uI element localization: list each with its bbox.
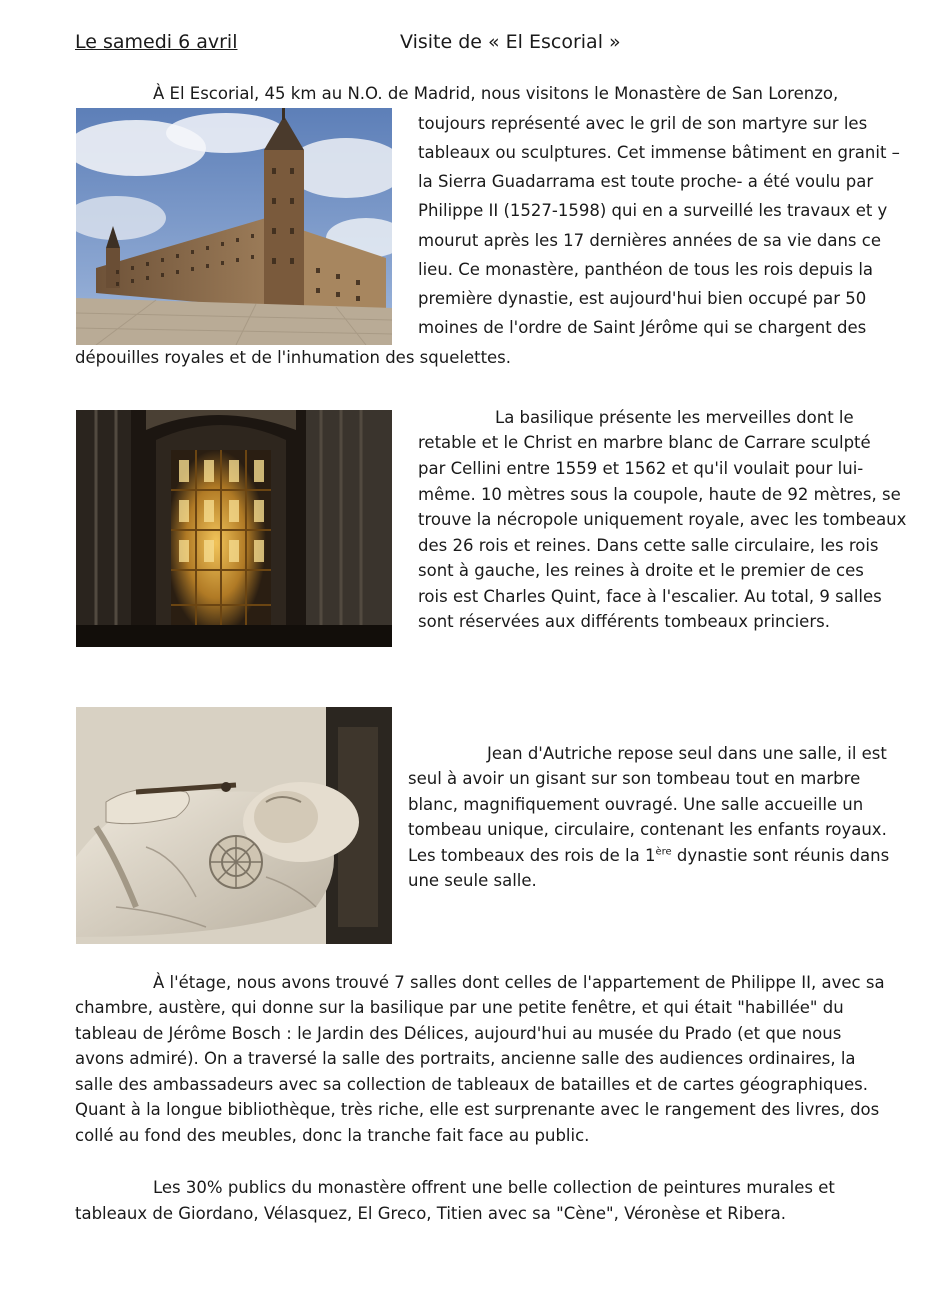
para2-line-5: trouve la nécropole uniquement royale, avec les tombeaux bbox=[418, 510, 907, 529]
para2-line-8: rois est Charles Quint, face à l'escalier. Au total, 9 salles bbox=[418, 587, 882, 606]
marble-tomb-effigy-photo bbox=[76, 707, 392, 944]
para4-line-5: salle des ambassadeurs avec sa collection de tableaux de batailles et de cartes géographiques. bbox=[75, 1075, 868, 1094]
para2-line-9: sont réservées aux différents tombeaux princiers. bbox=[418, 612, 830, 631]
para2-line-3: par Cellini entre 1559 et 1562 et qu'il voulait pour lui- bbox=[418, 459, 864, 478]
para1-line-1: À El Escorial, 45 km au N.O. de Madrid, nous visitons le Monastère de San Lorenzo, bbox=[153, 84, 839, 103]
para4-line-1: À l'étage, nous avons trouvé 7 salles dont celles de l'appartement de Philippe II, avec sa bbox=[153, 973, 885, 992]
monastery-exterior-photo bbox=[76, 108, 392, 345]
para2-line-7: sont à gauche, les reines à droite et le premier de ces bbox=[418, 561, 864, 580]
para5-line-2: tableaux de Giordano, Vélasquez, El Greco, Titien avec sa "Cène", Véronèse et Ribera. bbox=[75, 1204, 787, 1223]
page-date: Le samedi 6 avril bbox=[75, 31, 238, 53]
para2-line-4: même. 10 mètres sous la coupole, haute de 92 mètres, se bbox=[418, 485, 901, 504]
ordinal-superscript: ère bbox=[655, 846, 672, 858]
para4-line-2: chambre, austère, qui donne sur la basilique par une petite fenêtre, et qui était "habillée" du bbox=[75, 998, 844, 1017]
para3-line-2: seul à avoir un gisant sur son tombeau tout en marbre bbox=[408, 769, 861, 788]
para2-line-2: retable et le Christ en marbre blanc de Carrare sculpté bbox=[418, 433, 871, 452]
para3-line-1: Jean d'Autriche repose seul dans une salle, il est bbox=[487, 744, 887, 763]
para2-line-1: La basilique présente les merveilles dont le bbox=[495, 408, 854, 427]
para4-line-6: Quant à la longue bibliothèque, très riche, elle est surprenante avec le rangement des livres, dos bbox=[75, 1100, 880, 1119]
para4-line-4: avons admiré). On a traversé la salle des portraits, ancienne salle des audiences ordinaires, la bbox=[75, 1049, 856, 1068]
para5-line-1: Les 30% publics du monastère offrent une belle collection de peintures murales et bbox=[153, 1178, 835, 1197]
para1-line-6: mourut après les 17 dernières années de sa vie dans ce bbox=[418, 231, 881, 250]
para3-line-5 bbox=[408, 843, 889, 869]
para3-line-5-before: Les tombeaux des rois de la 1 bbox=[408, 846, 656, 865]
para3-line-5-after: dynastie sont réunis dans bbox=[671, 846, 890, 865]
para3-line-4: tombeau unique, circulaire, contenant les enfants royaux. bbox=[408, 820, 887, 839]
para4-line-7: collé au fond des meubles, donc la tranche fait face au public. bbox=[75, 1126, 590, 1145]
para1-line-7: lieu. Ce monastère, panthéon de tous les rois depuis la bbox=[418, 260, 874, 279]
para4-line-3: tableau de Jérôme Bosch : le Jardin des Délices, aujourd'hui au musée du Prado (et que nous bbox=[75, 1024, 842, 1043]
basilica-altarpiece-photo bbox=[76, 410, 392, 647]
page-title: Visite de « El Escorial » bbox=[400, 31, 621, 53]
para1-line-4: la Sierra Guadarrama est toute proche- a été voulu par bbox=[418, 172, 874, 191]
para1-line-10: dépouilles royales et de l'inhumation des squelettes. bbox=[75, 348, 512, 367]
para1-line-9: moines de l'ordre de Saint Jérôme qui se chargent des bbox=[418, 318, 867, 337]
para1-line-8: première dynastie, est aujourd'hui bien occupé par 50 bbox=[418, 289, 867, 308]
para1-line-2: toujours représenté avec le gril de son martyre sur les bbox=[418, 114, 868, 133]
para1-line-3: tableaux ou sculptures. Cet immense bâtiment en granit – bbox=[418, 143, 900, 162]
para3-line-3: blanc, magnifiquement ouvragé. Une salle accueille un bbox=[408, 795, 864, 814]
para3-line-6: une seule salle. bbox=[408, 871, 537, 890]
para2-line-6: des 26 rois et reines. Dans cette salle circulaire, les rois bbox=[418, 536, 879, 555]
para1-line-5: Philippe II (1527-1598) qui en a surveillé les travaux et y bbox=[418, 201, 888, 220]
